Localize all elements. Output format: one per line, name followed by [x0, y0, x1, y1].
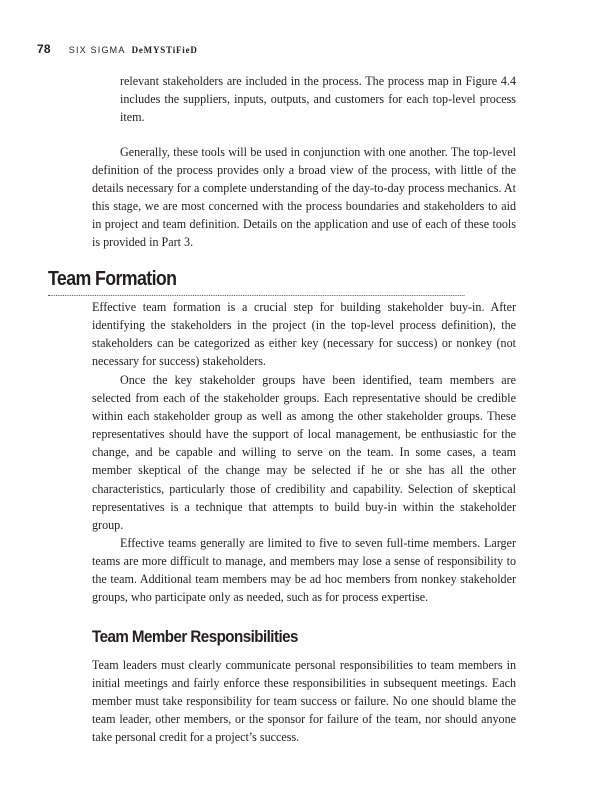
running-header — [37, 42, 198, 56]
book-title-main: SIX SIGMA — [68, 45, 126, 55]
team-formation-paragraph-3: Effective teams generally are limited to five to seven full-time members. Larger teams are more difficult to manage, and members may lose a sense of responsibility to the team. Additional team members may be ad hoc members from nonkey stakeholder groups, who participate only as needed, such as for process expertise. — [92, 536, 516, 605]
team-formation-heading: Team Formation — [48, 267, 465, 296]
page-number: 78 — [37, 42, 51, 56]
book-title — [69, 45, 198, 55]
team-member-responsibilities-heading: Team Member Responsibilities — [92, 627, 298, 646]
tools-conjunction-paragraph: Generally, these tools will be used in conjunction with one another. The top-level definition of the process provides only a broad view of the process, with little of the details necessary for a complete understanding of the day-to-day process mechanics. At this stage, we are most concerned with the process boundaries and stakeholders to aid in project and team definition. Details on the application and use of each of these tools is provided in Part 3. — [92, 145, 516, 250]
team-formation-paragraph-1: Effective team formation is a crucial step for building stakeholder buy-in. After identifying the stakeholders in the project (in the top-level process definition), the stakeholders can be categorized as either key (necessary for success) or nonkey (not necessary for success) stakeholders. — [92, 300, 516, 369]
team-formation-paragraph-2: Once the key stakeholder groups have been identified, team members are selected from each of the stakeholder groups. Each representative should be credible within each stakeholder group as well as among the other stakeholder groups. These representatives should have the support of local management, be enthusiastic for the change, and be capable and willing to serve on the team. In some cases, a team member skeptical of the change may be selected if he or she has all the other characteristics, particularly those of credibility and capability. Selection of skeptical representatives is a technique that attempts to build buy-in within the stakeholder group. — [92, 373, 516, 532]
continued-paragraph: relevant stakeholders are included in the process. The process map in Figure 4.4 includes the suppliers, inputs, outputs, and customers for each top-level process item. — [120, 74, 516, 125]
team-member-responsibilities-paragraph: Team leaders must clearly communicate personal responsibilities to team members in initial meetings and fairly enforce these responsibilities in subsequent meetings. Each member must take responsibility for team success or failure. No one should blame the team leader, other members, or the sponsor for failure of the team, nor should anyone take personal credit for a project’s success. — [92, 658, 516, 745]
book-title-subtitle: DeMYSTiFieD — [131, 45, 198, 55]
